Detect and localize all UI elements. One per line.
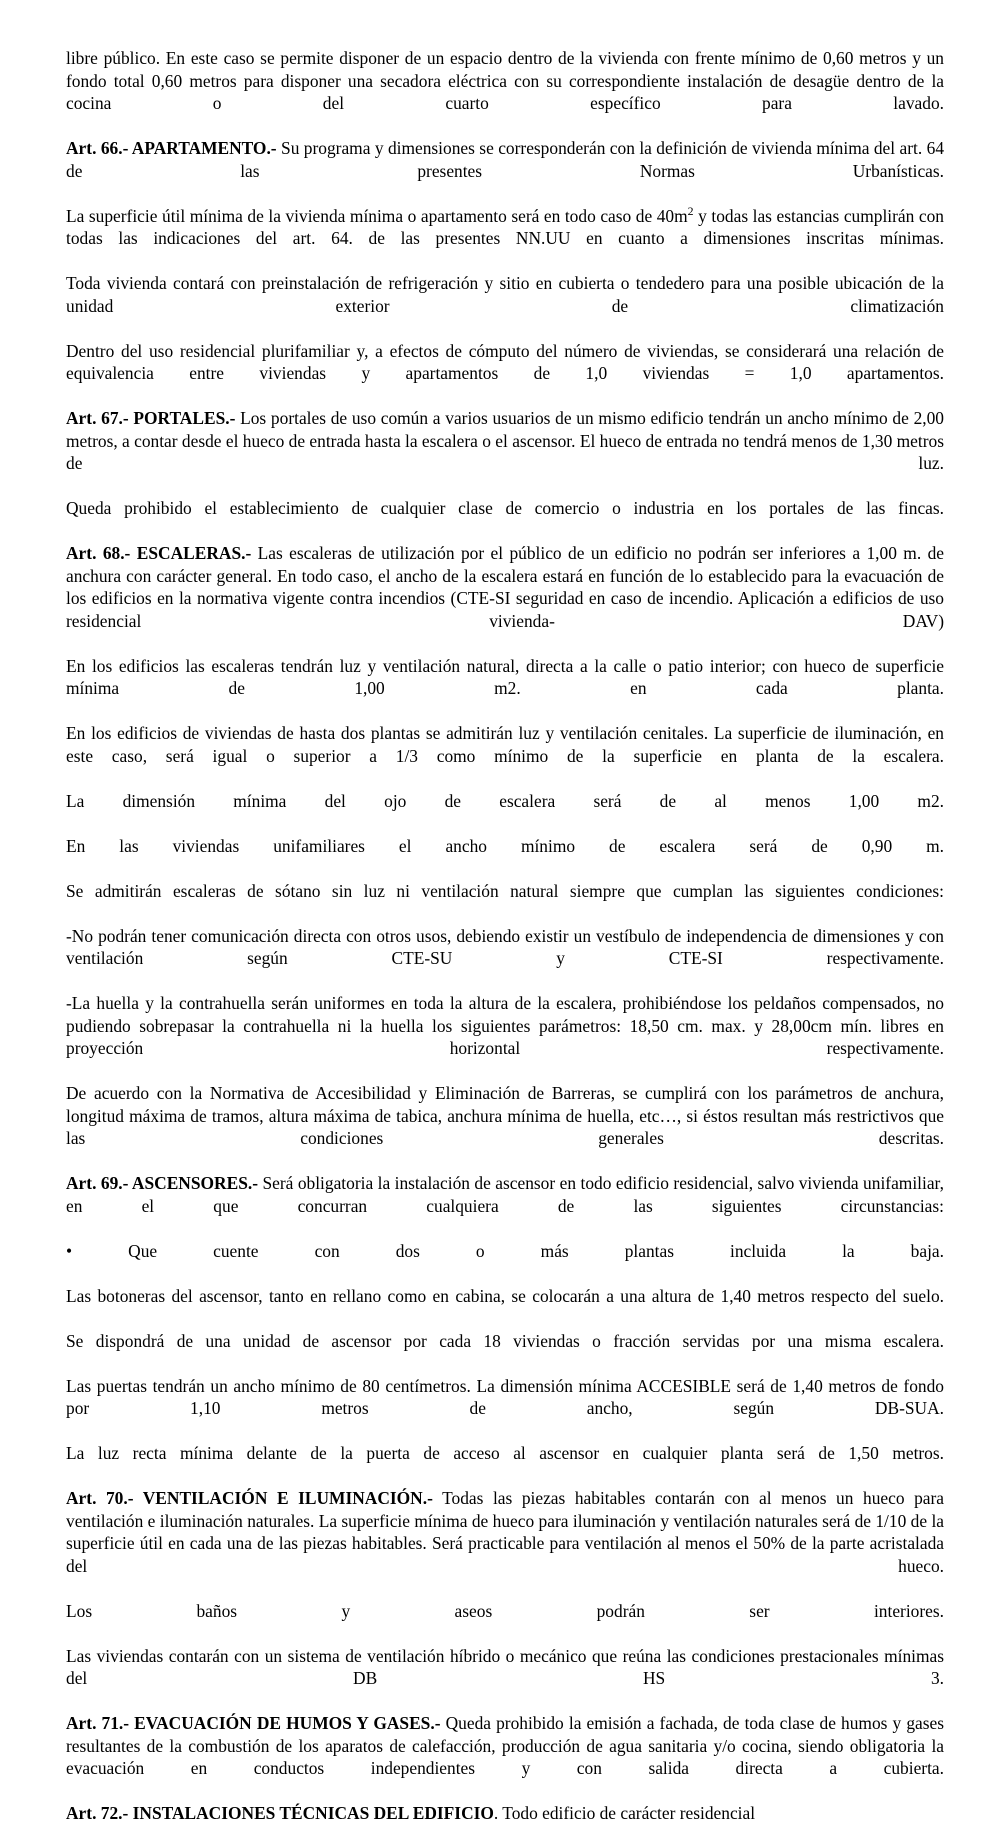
article-heading-66: Art. 66.- APARTAMENTO.- [66,138,277,158]
paragraph-text: Las viviendas contarán con un sistema de ventilación híbrido o mecánico que reúna las condiciones prestacionales mínimas del DB HS 3. [66,1645,944,1688]
paragraph-art-72 [66,1802,944,1825]
article-heading-67: Art. 67.- PORTALES.- [66,408,236,428]
paragraph-text: Su programa y dimensiones se corresponderán con la definición de vivienda mínima del art. 64 de las presentes Normas Urbanísticas. [66,138,945,181]
list-item-plantas [66,1240,944,1285]
paragraph-superficie-minima [66,205,944,273]
paragraph-text: En los edificios de viviendas de hasta dos plantas se admitirán luz y ventilación cenitales. La superficie de iluminación, en este caso, será igual o superior a 1/3 como mínimo de la superficie en planta de la escalera. [66,723,944,766]
article-heading-68: Art. 68.- ESCALERAS.- [66,543,252,563]
paragraph-text: Se dispondrá de una unidad de ascensor por cada 18 viviendas o fracción servidas por una misma escalera. [66,1330,944,1351]
paragraph-art-66 [66,137,944,205]
article-heading-72: Art. 72.- INSTALACIONES TÉCNICAS DEL EDIFICIO [66,1803,494,1823]
paragraph-unifamiliares [66,835,944,880]
paragraph-text: La luz recta mínima delante de la puerta de acceso al ascensor en cualquier planta será de 1,50 metros. [66,1443,944,1463]
paragraph-luz-recta [66,1442,944,1487]
paragraph-text: En los edificios las escaleras tendrán luz y ventilación natural, directa a la calle o patio interior; con hueco de superficie mínima de 1,00 m2. en cada planta. [66,655,944,698]
article-heading-70: Art. 70.- VENTILACIÓN E ILUMINACIÓN.- [66,1488,433,1508]
paragraph-text: Será obligatoria la instalación de ascensor en todo edificio residencial, salvo vivienda unifamiliar, en el que concurran cualquiera de las siguientes circunstancias: [66,1173,944,1216]
paragraph-text: . Todo edificio de carácter residencial [493,1803,756,1823]
paragraph-text: Se admitirán escaleras de sótano sin luz ni ventilación natural siempre que cumplan las siguientes condiciones: [66,880,944,901]
paragraph-cenitales [66,722,944,790]
paragraph-ojo-escalera [66,790,944,835]
paragraph-condicion-1 [66,925,944,993]
paragraph-condicion-2 [66,992,944,1082]
paragraph-continuation [66,47,944,137]
paragraph-text: La dimensión mínima del ojo de escalera será de al menos 1,00 m2. [66,790,944,811]
paragraph-art-68 [66,542,944,655]
paragraph-art-69 [66,1172,944,1240]
paragraph-accesibilidad [66,1082,944,1172]
superscript-square-meters: 2 [687,203,694,218]
paragraph-text: -La huella y la contrahuella serán uniformes en toda la altura de la escalera, prohibiéndose los peldaños compensados, no pudiendo sobrepasar la contrahuella ni la huella los siguientes parámetros: 18,50 cm. max. y 28,00cm mín. libres en proyección horizontal respectivamente. [66,993,944,1058]
paragraph-text: Las escaleras de utilización por el público de un edificio no podrán ser inferiores a 1,00 m. de anchura con carácter general. En todo caso, el ancho de la escalera estará en función de lo establecido para la evacuación de los edificios en la normativa vigente contra incendios (CTE-SI seguridad en caso de incendio. Aplicación a edificios de uso residencial vivienda- DAV) [66,543,944,631]
paragraph-text-after-superscript: y todas las estancias cumplirán con todas las indicaciones del art. 64. de las presentes NN.UU en cuanto a dimensiones inscritas mínimas. [66,205,944,248]
paragraph-text: De acuerdo con la Normativa de Accesibilidad y Eliminación de Barreras, se cumplirá con los parámetros de anchura, longitud máxima de tramos, altura máxima de tabica, anchura mínima de huella, etc…, si éstos resultan más restrictivos que las condiciones generales descritas. [66,1083,944,1148]
article-heading-69: Art. 69.- ASCENSORES.- [66,1173,259,1193]
paragraph-text: libre público. En este caso se permite disponer de un espacio dentro de la vivienda con frente mínimo de 0,60 metros y un fondo total 0,60 metros para disponer una secadora eléctrica con su correspondiente instalación de desagüe dentro de la cocina o del cuarto específico para lavado. [66,48,944,113]
bullet-list-item-text: • Que cuente con dos o más plantas incluida la baja. [66,1240,944,1261]
paragraph-text: Queda prohibido el establecimiento de cualquier clase de comercio o industria en los portales de las fincas. [66,498,944,518]
paragraph-text: Toda vivienda contará con preinstalación de refrigeración y sitio en cubierta o tendedero para una posible ubicación de la unidad exterior de climatización [66,273,944,316]
paragraph-text: Todas las piezas habitables contarán con al menos un hueco para ventilación e iluminación naturales. La superficie mínima de hueco para iluminación y ventilación naturales será de 1/10 de la superficie útil en cada una de las piezas habitables. Será practicable para ventilación al menos el 50% de la parte acristalada del hueco. [66,1488,944,1576]
paragraph-text: Dentro del uso residencial plurifamiliar y, a efectos de cómputo del número de viviendas, se considerará una relación de equivalencia entre viviendas y apartamentos de 1,0 viviendas = 1,0 apartamentos. [66,340,944,383]
paragraph-text: Las botoneras del ascensor, tanto en rellano como en cabina, se colocarán a una altura de 1,40 metros respecto del suelo. [66,1285,944,1306]
article-heading-71: Art. 71.- EVACUACIÓN DE HUMOS Y GASES.- [66,1713,441,1733]
paragraph-comercio-prohibido [66,497,944,542]
paragraph-text: -No podrán tener comunicación directa con otros usos, debiendo existir un vestíbulo de independencia de dimensiones y con ventilación según CTE-SU y CTE-SI respectivamente. [66,925,944,968]
paragraph-text-before-superscript: La superficie útil mínima de la vivienda mínima o apartamento será en todo caso de 40m [66,205,688,226]
paragraph-art-67 [66,407,944,497]
paragraph-text: Queda prohibido la emisión a fachada, de toda clase de humos y gases resultantes de la combustión de los aparatos de calefacción, producción de agua sanitaria y/o cocina, siendo obligatoria la evacuación en conductos independientes y con salida directa a cubierta. [66,1713,945,1778]
paragraph-preinstalacion [66,272,944,340]
paragraph-escaleras-sotano [66,880,944,925]
paragraph-text: Los baños y aseos podrán ser interiores. [66,1600,944,1621]
paragraph-plurifamiliar [66,340,944,408]
paragraph-art-70 [66,1487,944,1600]
paragraph-banos-aseos [66,1600,944,1645]
paragraph-botoneras [66,1285,944,1330]
paragraph-art-71 [66,1712,944,1802]
paragraph-unidad-ascensor [66,1330,944,1375]
document-body [66,47,944,1825]
paragraph-ventilacion-hs3 [66,1645,944,1713]
paragraph-text: En las viviendas unifamiliares el ancho mínimo de escalera será de 0,90 m. [66,835,944,856]
paragraph-text: Las puertas tendrán un ancho mínimo de 80 centímetros. La dimensión mínima ACCESIBLE será de 1,40 metros de fondo por 1,10 metros de ancho, según DB-SUA. [66,1375,944,1418]
paragraph-luz-ventilacion [66,655,944,723]
paragraph-text: Los portales de uso común a varios usuarios de un mismo edificio tendrán un ancho mínimo de 2,00 metros, a contar desde el hueco de entrada hasta la escalera o el ascensor. El hueco de entrada no tendrá menos de 1,30 metros de luz. [66,408,945,473]
paragraph-puertas-ascensor [66,1375,944,1443]
